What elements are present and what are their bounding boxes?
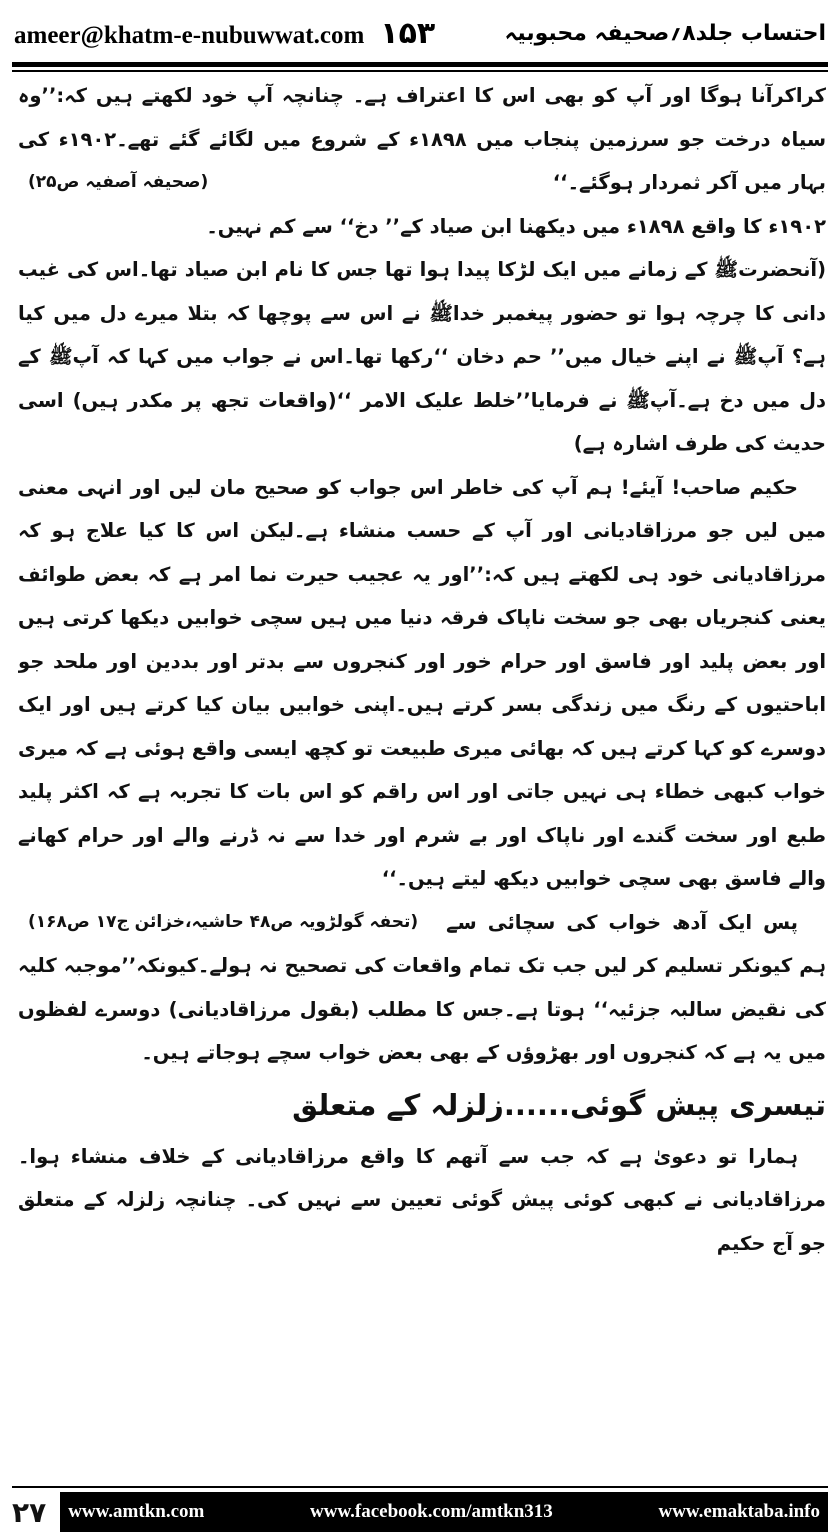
paragraph-4 [18,466,826,932]
header-rule-thick [12,62,828,67]
paragraph-1-text: کراکرآنا ہوگا اور آپ کو بھی اس کا اعتراف ہے۔ چنانچہ آپ خود لکھتے ہیں کہ:’’وہ سیاہ درخت جو سرزمین پنجاب میں ۱۸۹۸ء کے شروع میں لگائے گئے تھے۔۱۹۰۲ء کی بہار میں آکر ثمردار ہوگئے۔‘‘ [18,84,826,194]
header-left [14,16,435,51]
page-footer [12,1490,828,1534]
citation-2: (تحفہ گولڑویہ ص۴۸ حاشیہ،خزائن ج۱۷ ص۱۶۸) [28,911,419,932]
citation-1: (صحیفہ آصفیہ ص۲۵) [28,172,209,192]
header-rule-thin [12,70,828,72]
paragraph-3: (آنحضرتﷺ کے زمانے میں ایک لڑکا پیدا ہوا تھا جس کا نام ابن صیاد تھا۔اس کی غیب دانی کا چرچہ ہوا تو حضور پیغمبر خداﷺ نے اس سے پوچھا کہ بتلا میرے دل میں کیا ہے؟ آپﷺ نے اپنے خیال میں’’ حم دخان ‘‘رکھا تھا۔اس نے جواب میں کہا کہ آپﷺ کے دل میں دخ ہے۔آپﷺ نے فرمایا’’خلط علیک الامر ‘‘(واقعات تجھ پر مکدر ہیں) اسی حدیث کی طرف اشارہ ہے) [18,258,826,455]
footer-link-facebook[interactable]: www.facebook.com/amtkn313 [310,1501,553,1522]
footer-rule [12,1486,828,1488]
section-heading: تیسری پیش گوئی......زلزلہ کے متعلق [292,1087,826,1122]
header-page-number: ۱۵۳ [380,15,436,51]
page-body [18,74,826,1464]
paragraph-4-text: حکیم صاحب! آیئے! ہم آپ کی خاطر اس جواب کو صحیح مان لیں اور انہی معنی میں لیں جو مرزاقادیانی اور آپ کے حسب منشاء ہے۔لیکن اس کا کیا علاج ہو کہ مرزاقادیانی خود ہی لکھتے ہیں کہ:’’اور یہ عجیب حیرت نما امر ہے کہ بعض طوائف یعنی کنجریاں بھی جو سخت ناپاک فرقہ دنیا میں ہیں سچی خوابیں دیکھا کرتی ہیں اور بعض پلید اور فاسق اور حرام خور اور کنجروں سے بدتر اور بددین اور ملحد جو اباحتیوں کے رنگ میں زندگی بسر کرتے ہیں۔اپنی خوابیں بیان کیا کرتے ہیں اور ایک دوسرے کو کہا کرتے ہیں کہ بھائی میری طبیعت تو کچھ ایسی واقع ہوئی ہے کہ میری خواب کبھی خطاء ہی نہیں جاتی اور اس راقم کو اس بات کا تجربہ ہے کہ اکثر پلید طبع اور سخت گندے اور ناپاک اور بے شرم اور خدا سے نہ ڈرنے والے اور حرام کھانے والے فاسق بھی سچی خوابیں دیکھ لیتے ہیں۔‘‘ [18,475,826,890]
paragraph-2: ۱۹۰۲ء کا واقع ۱۸۹۸ء میں دیکھنا ابن صیاد کے’’ دخ‘‘ سے کم نہیں۔ [206,214,826,238]
header-email[interactable]: ameer@khatm-e-nubuwwat.com [14,21,365,49]
footer-links-bar [60,1492,828,1532]
footer-link-emaktaba[interactable]: www.emaktaba.info [658,1501,820,1522]
paragraph-6: ہمارا تو دعویٰ ہے کہ جب سے آتھم کا واقع مرزاقادیانی کے خلاف منشاء ہوا۔ مرزاقادیانی نے کبھی کوئی پیش گوئی تعیین سے نہیں کی۔ چنانچہ زلزلہ کے متعلق جو آج حکیم [18,1144,826,1255]
paragraph-1 [18,74,826,205]
header-book-title: احتساب جلد۸؍صحیفہ محبوبیہ [504,20,826,46]
page-header [14,8,826,58]
paragraph-5: پس ایک آدھ خواب کی سچائی سے ہم کیونکر تسلیم کر لیں جب تک تمام واقعات کی تصحیح نہ ہولے۔کیونکہ’’موجبہ کلیہ کی نقیض سالبہ جزئیہ‘‘ ہوتا ہے۔جس کا مطلب (بقول مرزاقادیانی) دوسرے لفظوں میں یہ ہے کہ کنجروں اور بھڑوؤں کے بھی بعض خواب سچے ہوجاتے ہیں۔ [18,910,826,1064]
footer-page-number: ۲۷ [12,1495,47,1529]
footer-link-amtkn[interactable]: www.amtkn.com [68,1501,205,1522]
